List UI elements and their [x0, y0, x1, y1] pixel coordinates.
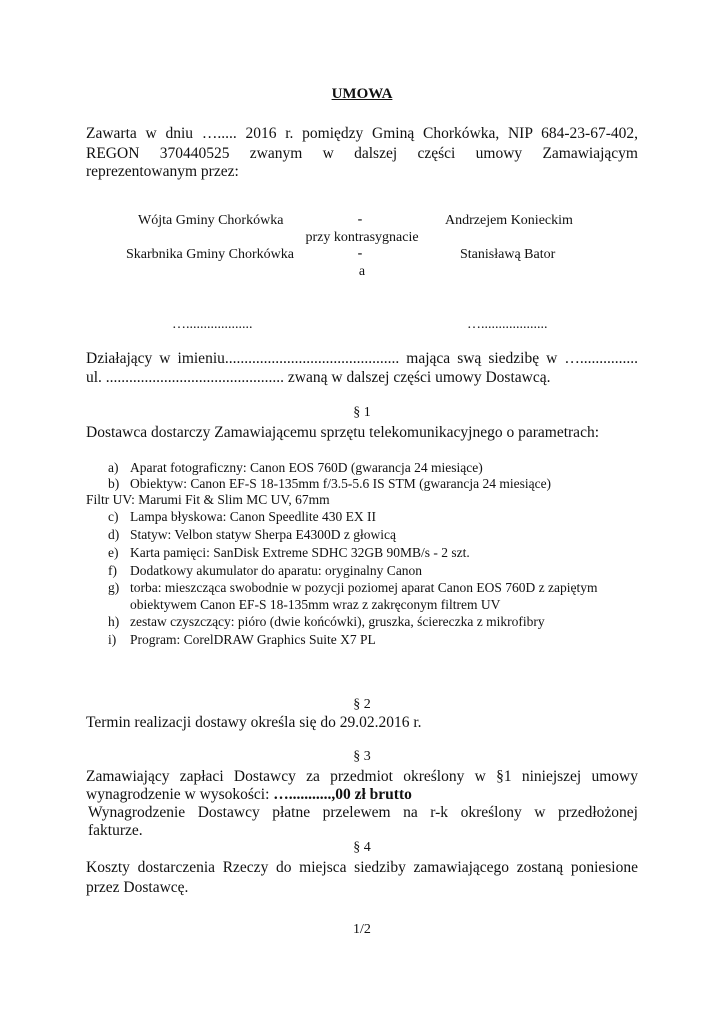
section-4-heading: § 4	[353, 840, 371, 855]
list-item-marker: d)	[108, 527, 120, 542]
section-4-line-1: Koszty dostarczenia Rzeczy do miejsca siedziby zamawiającego zostaną poniesione	[86, 859, 638, 876]
section-2-heading: § 2	[353, 697, 371, 712]
representative-1-role: Wójta Gminy Chorkówka	[138, 213, 284, 228]
list-item-marker: e)	[108, 545, 119, 560]
representative-2-dash: -	[357, 246, 363, 261]
representative-1-name: Andrzejem Konieckim	[445, 213, 573, 228]
section-3-line-3: Wynagrodzenie Dostawcy płatne przelewem na r-k określony w przedłożonej	[88, 804, 638, 821]
list-item-marker: b)	[108, 476, 120, 491]
section-3-heading: § 3	[353, 749, 371, 764]
list-item: Obiektyw: Canon EF-S 18-135mm f/3.5-5.6 IS STM (gwarancja 24 miesiące)	[130, 476, 552, 491]
list-item: torba: mieszcząca swobodnie w pozycji poziomej aparat Canon EOS 760D z zapiętym	[130, 580, 598, 595]
section-4-line-2: przez Dostawcę.	[86, 879, 189, 896]
representative-2-name: Stanisławą Bator	[460, 247, 556, 262]
payment-label: wynagrodzenie w wysokości:	[86, 786, 270, 803]
list-item: Karta pamięci: SanDisk Extreme SDHC 32GB 90MB/s - 2 szt.	[130, 545, 470, 560]
section-1-text: Dostawca dostarczy Zamawiającemu sprzętu telekomunikacyjnego o parametrach:	[86, 424, 599, 441]
list-item: Filtr UV: Marumi Fit & Slim MC UV, 67mm	[86, 492, 330, 507]
list-item: obiektywem Canon EF-S 18-135mm wraz z zakręconym filtrem UV	[130, 597, 501, 612]
list-item: Dodatkowy akumulator do aparatu: oryginalny Canon	[130, 563, 423, 578]
list-item-marker: a)	[108, 460, 119, 475]
supplier-line-1: Działający w imieniu............................................. mająca swą siedzibę w …...............	[86, 350, 638, 367]
representative-1-dash: -	[357, 212, 363, 227]
list-item-marker: c)	[108, 509, 119, 524]
list-item: Lampa błyskowa: Canon Speedlite 430 EX II	[130, 509, 376, 524]
section-1-heading: § 1	[353, 405, 371, 420]
section-2-text: Termin realizacji dostawy określa się do 29.02.2016 r.	[86, 714, 422, 731]
section-3-line-1: Zamawiający zapłaci Dostawcy za przedmiot określony w §1 niniejszej umowy	[86, 768, 638, 785]
list-item: zestaw czyszczący: pióro (dwie końcówki), gruszka, ściereczka z mikrofibry	[130, 614, 545, 629]
representative-2-role: Skarbnika Gminy Chorkówka	[126, 247, 294, 262]
section-3-line-2	[86, 786, 412, 804]
section-3-line-4: fakturze.	[88, 822, 143, 839]
signature-blank-right: …...................	[467, 317, 548, 332]
intro-line-1: Zawarta w dniu …..... 2016 r. pomiędzy Gminą Chorkówka, NIP 684-23-67-402,	[86, 125, 638, 142]
list-item-marker: f)	[108, 563, 117, 578]
document-title: UMOWA	[331, 86, 393, 102]
supplier-line-2: ul. .............................................. zwaną w dalszej części umowy Dostawcą.	[86, 369, 551, 386]
list-item: Statyw: Velbon statyw Sherpa E4300D z głowicą	[130, 527, 396, 542]
payment-amount: …...........,00 zł brutto	[273, 786, 412, 803]
list-item-marker: g)	[108, 580, 120, 595]
page-number: 1/2	[353, 922, 371, 937]
list-item: Aparat fotograficzny: Canon EOS 760D (gwarancja 24 miesiące)	[130, 460, 483, 475]
intro-line-2: REGON 370440525 zwanym w dalszej części umowy Zamawiającym	[86, 145, 638, 162]
countersign-label: przy kontrasygnacie	[305, 230, 419, 245]
conjunction-a: a	[358, 264, 366, 279]
list-item-marker: h)	[108, 614, 120, 629]
list-item-marker: i)	[108, 632, 117, 647]
list-item: Program: CorelDRAW Graphics Suite X7 PL	[130, 632, 376, 647]
signature-blank-left: …...................	[172, 317, 253, 332]
intro-line-3: reprezentowanym przez:	[86, 163, 239, 180]
